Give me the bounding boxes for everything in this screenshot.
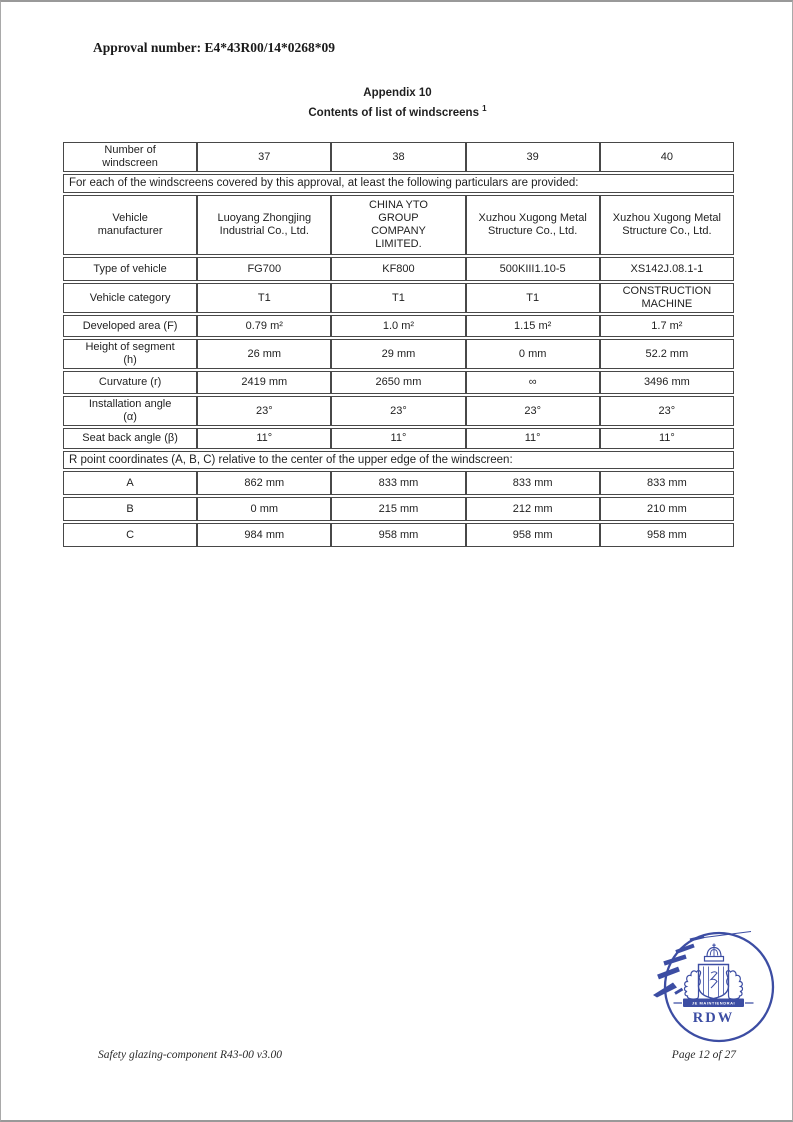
windscreen-number-cell: 37 — [197, 142, 331, 172]
approval-number-line — [93, 40, 335, 56]
row-label-text: Number of windscreen — [102, 144, 158, 169]
value-cell: 11° — [197, 428, 331, 449]
row-label: Curvature (r) — [63, 371, 197, 394]
r-point-row: R point coordinates (A, B, C) relative to the center of the upper edge of the windscreen: — [63, 451, 734, 469]
windscreen-number-cell: 39 — [466, 142, 600, 172]
value-cell: FG700 — [197, 257, 331, 281]
table-row — [63, 428, 734, 449]
approval-number: E4*43R00/14*0268*09 — [204, 40, 336, 55]
row-label — [63, 195, 197, 255]
value-cell: 11° — [331, 428, 465, 449]
value-cell: 833 mm — [600, 471, 734, 495]
value-cell: 23° — [197, 396, 331, 426]
value-cell: 862 mm — [197, 471, 331, 495]
note-row: For each of the windscreens covered by this approval, at least the following particulars are provided: — [63, 174, 734, 193]
table-row — [63, 523, 734, 547]
value-cell: 0 mm — [466, 339, 600, 369]
value-cell: 23° — [600, 396, 734, 426]
value-text: CHINA YTO GROUP COMPANY LIMITED. — [369, 199, 428, 250]
value-cell: 3496 mm — [600, 371, 734, 394]
windscreen-number-cell: 38 — [331, 142, 465, 172]
value-cell: 210 mm — [600, 497, 734, 521]
row-label: Vehicle category — [63, 283, 197, 313]
value-cell — [331, 195, 465, 255]
value-text: Xuzhou Xugong Metal Structure Co., Ltd. — [478, 212, 587, 237]
value-cell: 52.2 mm — [600, 339, 734, 369]
contents-title-text: Contents of list of windscreens — [308, 107, 479, 119]
value-cell: ∞ — [466, 371, 600, 394]
value-cell: 958 mm — [331, 523, 465, 547]
contents-title — [1, 104, 793, 119]
value-cell: Luoyang Zhongjing Industrial Co., Ltd. — [197, 195, 331, 255]
value-cell: XS142J.08.1-1 — [600, 257, 734, 281]
value-cell: 26 mm — [197, 339, 331, 369]
row-label-text: Height of segment (h) — [85, 341, 175, 366]
table-row — [63, 195, 734, 255]
table-row — [63, 315, 734, 337]
rdw-stamp — [651, 927, 781, 1047]
row-label: Developed area (F) — [63, 315, 197, 337]
value-cell: 1.0 m² — [331, 315, 465, 337]
table-row — [63, 497, 734, 521]
value-cell: 215 mm — [331, 497, 465, 521]
value-cell: 833 mm — [466, 471, 600, 495]
table-row — [63, 257, 734, 281]
value-cell: 0 mm — [197, 497, 331, 521]
table-row — [63, 396, 734, 426]
row-label: C — [63, 523, 197, 547]
value-cell: 212 mm — [466, 497, 600, 521]
row-label — [63, 339, 197, 369]
motto-text: JE MAINTIENDRAI — [691, 1000, 736, 1006]
table-row — [63, 174, 734, 193]
value-cell: 2650 mm — [331, 371, 465, 394]
value-cell: T1 — [331, 283, 465, 313]
rdw-text: RDW — [692, 1010, 735, 1026]
value-cell — [600, 195, 734, 255]
table-row — [63, 371, 734, 394]
stamp-stripe — [675, 989, 683, 994]
crown-icon — [705, 944, 724, 962]
table-row — [63, 339, 734, 369]
approval-label: Approval number: — [93, 40, 202, 55]
row-label-text: Installation angle (α) — [88, 398, 172, 423]
value-cell: 1.15 m² — [466, 315, 600, 337]
table-row — [63, 283, 734, 313]
shield-icon — [699, 965, 729, 999]
row-label: B — [63, 497, 197, 521]
footnote-reference: 1 — [482, 104, 487, 114]
value-cell: 23° — [331, 396, 465, 426]
value-cell: CONSTRUCTION MACHINE — [600, 283, 734, 313]
windscreen-number-cell: 40 — [600, 142, 734, 172]
value-cell: 11° — [466, 428, 600, 449]
row-label: A — [63, 471, 197, 495]
value-text: Xuzhou Xugong Metal Structure Co., Ltd. — [612, 212, 721, 237]
row-label — [63, 142, 197, 172]
appendix-title: Appendix 10 — [363, 87, 432, 99]
value-cell: 2419 mm — [197, 371, 331, 394]
value-cell: 500KIII1.10-5 — [466, 257, 600, 281]
value-cell: 0.79 m² — [197, 315, 331, 337]
value-cell: KF800 — [331, 257, 465, 281]
value-cell: 23° — [466, 396, 600, 426]
stamp-stripe — [690, 937, 704, 940]
value-cell: 29 mm — [331, 339, 465, 369]
table-row — [63, 471, 734, 495]
value-cell: 958 mm — [466, 523, 600, 547]
value-cell — [466, 195, 600, 255]
footer-document-version: Safety glazing-component R43-00 v3.00 — [98, 1049, 282, 1061]
value-cell: 833 mm — [331, 471, 465, 495]
windscreens-table — [63, 140, 734, 549]
row-label: Type of vehicle — [63, 257, 197, 281]
table-row — [63, 142, 734, 172]
value-cell: 958 mm — [600, 523, 734, 547]
footer-page-number: Page 12 of 27 — [671, 1049, 736, 1061]
table-row — [63, 451, 734, 469]
row-label: Seat back angle (β) — [63, 428, 197, 449]
value-cell: 11° — [600, 428, 734, 449]
value-cell: 1.7 m² — [600, 315, 734, 337]
row-label — [63, 396, 197, 426]
value-cell: T1 — [466, 283, 600, 313]
row-label-text: Vehicle manufacturer — [97, 212, 163, 237]
value-cell: 984 mm — [197, 523, 331, 547]
value-cell: T1 — [197, 283, 331, 313]
